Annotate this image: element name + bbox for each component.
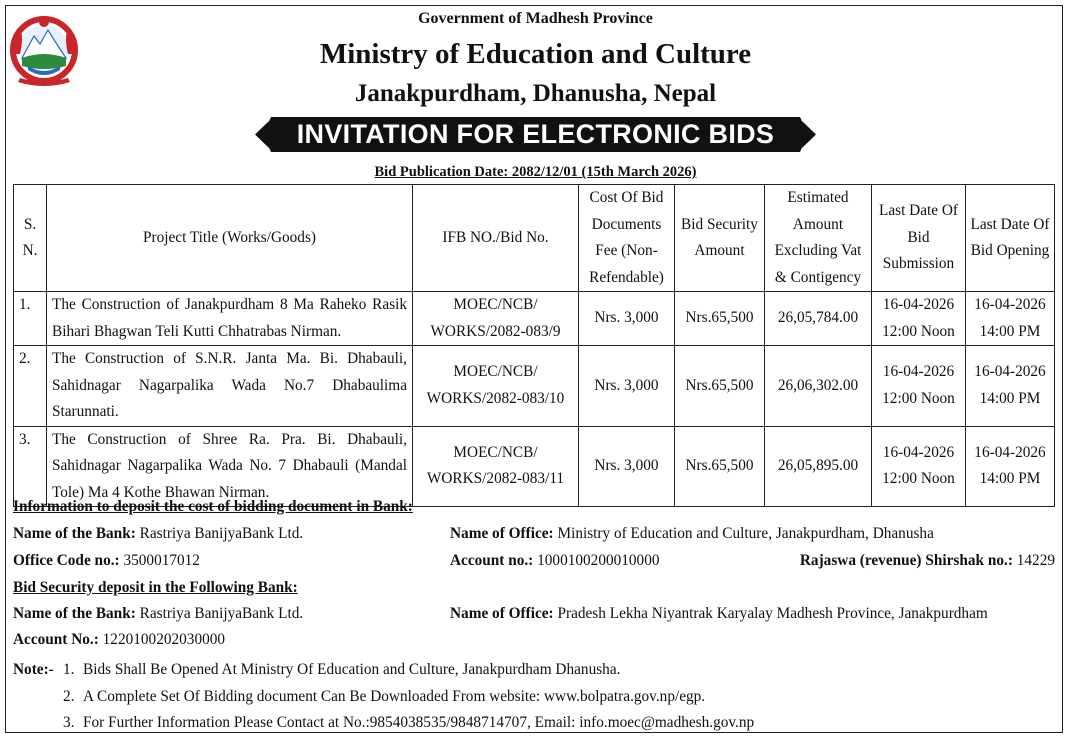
row-cost: Nrs. 3,000 — [579, 292, 675, 346]
government-heading: Government of Madhesh Province — [418, 10, 653, 27]
header-estimate: Estimated Amount Excluding Vat & Contigency — [765, 185, 872, 292]
publication-date: Bid Publication Date: 2082/12/01 (15th March 2026) — [374, 164, 697, 180]
rajaswa-label: Rajaswa (revenue) Shirshak no.: — [799, 552, 1013, 569]
bank-cost-office-code — [13, 552, 200, 570]
bank-cost-rajaswa — [800, 552, 1055, 570]
bank-security-bank — [13, 605, 303, 623]
table-row — [14, 426, 1055, 507]
row-opening: 16-04-2026 14:00 PM — [966, 426, 1055, 507]
row-estimate: 26,06,302.00 — [765, 346, 872, 427]
security-office-label: Name of Office: — [450, 605, 554, 622]
table-row — [14, 346, 1055, 427]
table-row — [14, 292, 1055, 346]
row-ifb: MOEC/NCB/ WORKS/2082-083/10 — [413, 346, 579, 427]
row-estimate: 26,05,784.00 — [765, 292, 872, 346]
bank-cost-account — [450, 552, 660, 570]
office-value: Ministry of Education and Culture, Janakpurdham, Dhanusha — [557, 525, 934, 542]
row-cost: Nrs. 3,000 — [579, 426, 675, 507]
note-number: 1. — [63, 661, 75, 678]
bank-value: Rastriya BanijyaBank Ltd. — [139, 525, 304, 542]
row-sn: 2. — [14, 346, 47, 427]
security-office-value: Pradesh Lekha Niyantrak Karyalay Madhesh Province, Janakpurdham — [557, 605, 988, 622]
note-number: 3. — [63, 714, 75, 731]
row-submission: 16-04-2026 12:00 Noon — [872, 292, 966, 346]
note-item — [13, 710, 754, 737]
security-account-value: 1220100202030000 — [102, 631, 226, 648]
header-opening: Last Date Of Bid Opening — [966, 185, 1055, 292]
row-security: Nrs.65,500 — [675, 346, 765, 427]
bank-security-account — [13, 631, 225, 649]
bank-security-heading: Bid Security deposit in the Following Bank: — [13, 579, 298, 596]
table-header-row — [14, 185, 1055, 292]
office-code-label: Office Code no.: — [13, 552, 120, 569]
row-estimate: 26,05,895.00 — [765, 426, 872, 507]
row-sn: 3. — [14, 426, 47, 507]
ministry-title: Ministry of Education and Culture — [319, 38, 752, 70]
row-cost: Nrs. 3,000 — [579, 346, 675, 427]
security-bank-value: Rastriya BanijyaBank Ltd. — [139, 605, 304, 622]
note-number: 2. — [63, 687, 75, 705]
row-title: The Construction of Shree Ra. Pra. Bi. Dhabauli, Sahidnagar Nagarpalika Wada No. 7 Dhabauli (Mandal Tole) Ma 4 Kothe Bhawan Nirman. — [47, 426, 413, 507]
account-value: 1000100200010000 — [537, 552, 660, 569]
note-text: A Complete Set Of Bidding document Can Be Downloaded From website: www.bolpatra.gov.np/egp. — [83, 687, 706, 705]
notes-label: Note:- — [13, 661, 54, 678]
header-title: Project Title (Works/Goods) — [47, 185, 413, 292]
note-text: Bids Shall Be Opened At Ministry Of Education and Culture, Janakpurdham Dhanusha. — [83, 661, 621, 678]
bank-security-office — [450, 605, 988, 623]
header-ifb: IFB NO./Bid No. — [413, 185, 579, 292]
invitation-banner — [255, 117, 816, 152]
row-submission: 16-04-2026 12:00 Noon — [872, 346, 966, 427]
row-security: Nrs.65,500 — [675, 292, 765, 346]
note-text: For Further Information Please Contact at No.:9854038535/9848714707, Email: info.moec@madhesh.gov.np — [83, 714, 755, 731]
notes-section — [13, 657, 754, 737]
row-opening: 16-04-2026 14:00 PM — [966, 292, 1055, 346]
note-item — [13, 684, 754, 711]
row-security: Nrs.65,500 — [675, 426, 765, 507]
row-title: The Construction of S.N.R. Janta Ma. Bi. Dhabauli, Sahidnagar Nagarpalika Wada No.7 Dhabaulima Starunnati. — [47, 346, 413, 427]
note-item — [13, 657, 754, 684]
header-cost: Cost Of Bid Documents Fee (Non-Refendable) — [579, 185, 675, 292]
bank-cost-office — [450, 525, 934, 543]
row-ifb: MOEC/NCB/ WORKS/2082-083/11 — [413, 426, 579, 507]
row-ifb: MOEC/NCB/ WORKS/2082-083/9 — [413, 292, 579, 346]
row-opening: 16-04-2026 14:00 PM — [966, 346, 1055, 427]
rajaswa-value: 14229 — [1016, 552, 1055, 569]
security-account-label: Account No.: — [13, 631, 99, 648]
header-submission: Last Date Of Bid Submission — [872, 185, 966, 292]
office-code-value: 3500017012 — [123, 552, 200, 569]
bids-table — [13, 184, 1055, 507]
row-submission: 16-04-2026 12:00 Noon — [872, 426, 966, 507]
location-heading: Janakpurdham, Dhanusha, Nepal — [354, 80, 717, 107]
header-security: Bid Security Amount — [675, 185, 765, 292]
bank-label: Name of the Bank: — [13, 525, 136, 542]
security-bank-label: Name of the Bank: — [13, 605, 136, 622]
header-sn: S. N. — [14, 185, 47, 292]
banner-text: INVITATION FOR ELECTRONIC BIDS — [296, 119, 775, 149]
office-label: Name of Office: — [450, 525, 554, 542]
account-label: Account no.: — [450, 552, 534, 569]
row-title: The Construction of Janakpurdham 8 Ma Raheko Rasik Bihari Bhagwan Teli Kutti Chhatrabas Nirman. — [47, 292, 413, 346]
bank-cost-bank — [13, 525, 303, 543]
row-sn: 1. — [14, 292, 47, 346]
bank-cost-heading: Information to deposit the cost of bidding document in Bank: — [13, 498, 413, 515]
